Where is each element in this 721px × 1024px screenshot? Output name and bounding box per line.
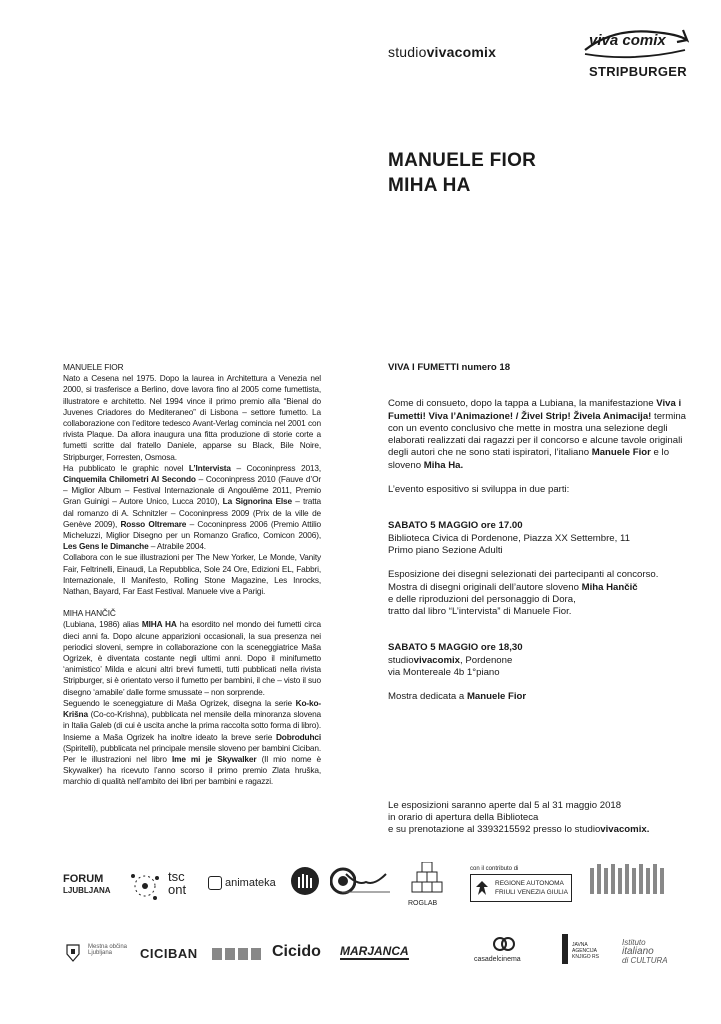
- closing-booking: e su prenotazione al 3393215592 presso lo studiovivacomix.: [388, 824, 650, 836]
- fior-bio-paragraph-3: Collabora con le sue illustrazioni per The New Yorker, Le Monde, Vanity Fair, Feltrinelli, Einaudi, La Repubblica, Sole 24 Ore, Edizioni EL, Fabbri, Internazionale, Il Manifesto, Rolling Stone Magazine, Les Inrocks, Nathan, Bayard, Far East Festival. Manuele vive a Parigi.: [63, 552, 321, 597]
- studio-vivacomix-logo: studiovivacomix: [388, 44, 497, 60]
- stripburger-logo-text: STRIPBURGER: [589, 64, 687, 79]
- event-1-desc-3: e delle riproduzioni del personaggio di Dora,: [388, 593, 576, 605]
- casadelcinema-rings-icon: [492, 934, 516, 954]
- animateka-icon: [208, 876, 222, 890]
- event-2-place: studiovivacomix, Pordenone: [388, 654, 513, 666]
- casadelcinema-logo: casadelcinema: [474, 956, 521, 963]
- mestna-obcina-logo: Mestna občina Ljubljana: [88, 944, 128, 956]
- vivacomix-stripburger-logo: [583, 24, 689, 84]
- event-heading: VIVA I FUMETTI numero 18: [388, 362, 511, 373]
- roglab-cubes-icon: [408, 862, 448, 898]
- event-parts: L’evento espositivo si sviluppa in due parti:: [388, 484, 570, 496]
- istituto-italiano-cultura-logo: Istituto italiano di CULTURA: [622, 938, 668, 965]
- miha-bio-paragraph-1: (Lubiana, 1986) alias MIHA HA ha esordito nel mondo dei fumetti circa dieci anni fa. Dopo alcune apparizioni occasionali, la sua presenza nei periodici sloveni, sempre in collaborazione con la sceneggiatrice Maša Ogrizek, è diventata costante negli ultimi anni. Dopo il minifumetto ‘animistico’ Milda e alcuni altri brevi fumetti, tutti pubblicati nella rivista Stripburger, si è orientato verso il fumetto per bambini, il che – visto il suo disegno ‘amabile’ dalle forme smussate – non sorprende.: [63, 619, 321, 697]
- forum-ljubljana-logo: FORUM LJUBLJANA: [63, 873, 111, 895]
- ciciban-logo: CICIBAN: [140, 946, 198, 961]
- closing-dates: Le esposizioni saranno aperte dal 5 al 31 maggio 2018: [388, 799, 622, 811]
- miha-bio-paragraph-2: Seguendo le sceneggiature di Maša Ogrizek, disegna la serie Ko-ko-Krišna (Co-co-Krishna), pubblicata nel mensile della minoranza slovena in Italia Galeb (di cui è uscita anche la prima raccolta sotto forma di libro). Insieme a Maša Ogrizek ha inoltre ideato la breve serie Dobroduhci (Spiritelli), pubblicata nel principale mensile sloveno per bambini Ciciban. Per le illustrazioni nel libro Ime mi je Skywalker (Il mio nome è Skywalker) ha ricevuto l’anno scorso il primo premio Zlata hruška, marchio di qualità nell’ambito dei libri per bambini e ragazzi.: [63, 697, 321, 787]
- closing-hours: in orario di apertura della Biblioteca: [388, 811, 539, 823]
- miha-heading: MIHA HANČIČ: [63, 608, 116, 619]
- event-1-date: SABATO 5 MAGGIO ore 17.00: [388, 520, 523, 532]
- page-title: [388, 148, 536, 198]
- hand-circle-logo-icon: [290, 866, 320, 896]
- vivacomix-logo-text: viva comix: [589, 32, 666, 49]
- ribbon-logo-icon: [212, 946, 262, 962]
- jak-logo: JAVNA AGENCIJA KNJIGO RS: [572, 942, 599, 960]
- event-1-desc-1: Esposizione dei disegni selezionati dei partecipanti al concorso.: [388, 569, 659, 581]
- festival-dots-icon: [127, 868, 163, 904]
- title-line-miha: MIHA HA: [388, 175, 471, 196]
- horns-logo-icon: [338, 870, 394, 898]
- event-intro: Come di consueto, dopo la tappa a Lubiana, la manifestazione Viva i Fumetti! Viva l’Animazione! / Živel Strip! Živela Animacija! termina con un evento conclusivo che mette in mostra una selezione degli elaborati realizzati dai ragazzi per il concorso e alcune tavole originali degli autori che ne sono stati ispiratori, l’italiano Manuele Fior e lo sloveno Miha Ha.: [388, 398, 687, 471]
- tsc-ont-logo: tsc ont: [168, 869, 187, 897]
- ljubljana-crest-icon: [66, 944, 80, 962]
- contributo-label: con il contributo di: [470, 866, 519, 872]
- roglab-label: ROGLAB: [408, 900, 438, 907]
- regione-fvg-logo: REGIONE AUTONOMA FRIULI VENEZIA GIULIA: [470, 874, 572, 902]
- event-1-desc-4: tratto dal libro “L’intervista” di Manuele Fior.: [388, 606, 572, 618]
- regione-eagle-icon: [474, 879, 490, 897]
- event-1-floor: Primo piano Sezione Adulti: [388, 544, 503, 556]
- event-2-date: SABATO 5 MAGGIO ore 18,30: [388, 642, 523, 654]
- event-2-address: via Montereale 4b 1°piano: [388, 667, 500, 679]
- fior-bio-paragraph-2: Ha pubblicato le graphic novel L’Intervista – Coconinpress 2013, Cinquemila Chilometri Al Secondo – Coconinpress 2010 (Fauve d’Or – Miglior Album – Festival Internazionale di Angoulême 2011, Premio Gran Guinigi – Autore Unico, Lucca 2010), La Signorina Else – tratta dal romanzo di A. Schnitzler – Coconinpress 2009 (Prix de la ville de Genève 2009), Rosso Oltremare – Coconinpress 2006 (Premio Attilio Micheluzzi, Miglior Disegno per un Romanzo Grafico, Comicon 2006), Les Gens le Dimanche – Atrabile 2004.: [63, 462, 321, 552]
- jak-bar-icon: [562, 934, 568, 964]
- event-1-desc-2: Mostra di disegni originali dell’autore sloveno Miha Hančič: [388, 581, 638, 593]
- event-1-place: Biblioteca Civica di Pordenone, Piazza XX Settembre, 11: [388, 532, 630, 544]
- event-2-desc: Mostra dedicata a Manuele Fior: [388, 691, 527, 703]
- animateka-logo: animateka: [208, 876, 276, 890]
- fior-heading: MANUELE FIOR: [63, 362, 124, 372]
- title-line-fior: MANUELE FIOR: [388, 150, 537, 171]
- biography-column: [63, 362, 321, 788]
- marjanca-logo: MARJANCA: [340, 944, 409, 958]
- cicido-logo: Cicido: [272, 943, 321, 960]
- biblioteca-pordenone-logo-icon: [590, 864, 664, 898]
- event-column: [388, 362, 688, 837]
- fior-bio-paragraph-1: Nato a Cesena nel 1975. Dopo la laurea in Architettura a Venezia nel 2000, si trasferisce a Berlino, dove lavora fino al 2005 come fumettista, illustratore e architetto. Nel 1994 vince il primo premio alla “Bienal do Juvenes Criadores do Mediteraneo” di Lisbona – settore fumetto. La collaborazione con l’editore tedesco Avant-Verlag comincia nel 2001 con rivista Plaque. Da allora inaugura una fitta produzione di storie corte a fumetti scritte dal fratello Daniele, apparse su Black, Bile Noire, Stripburger, Forresten, Osmosa.: [63, 373, 321, 462]
